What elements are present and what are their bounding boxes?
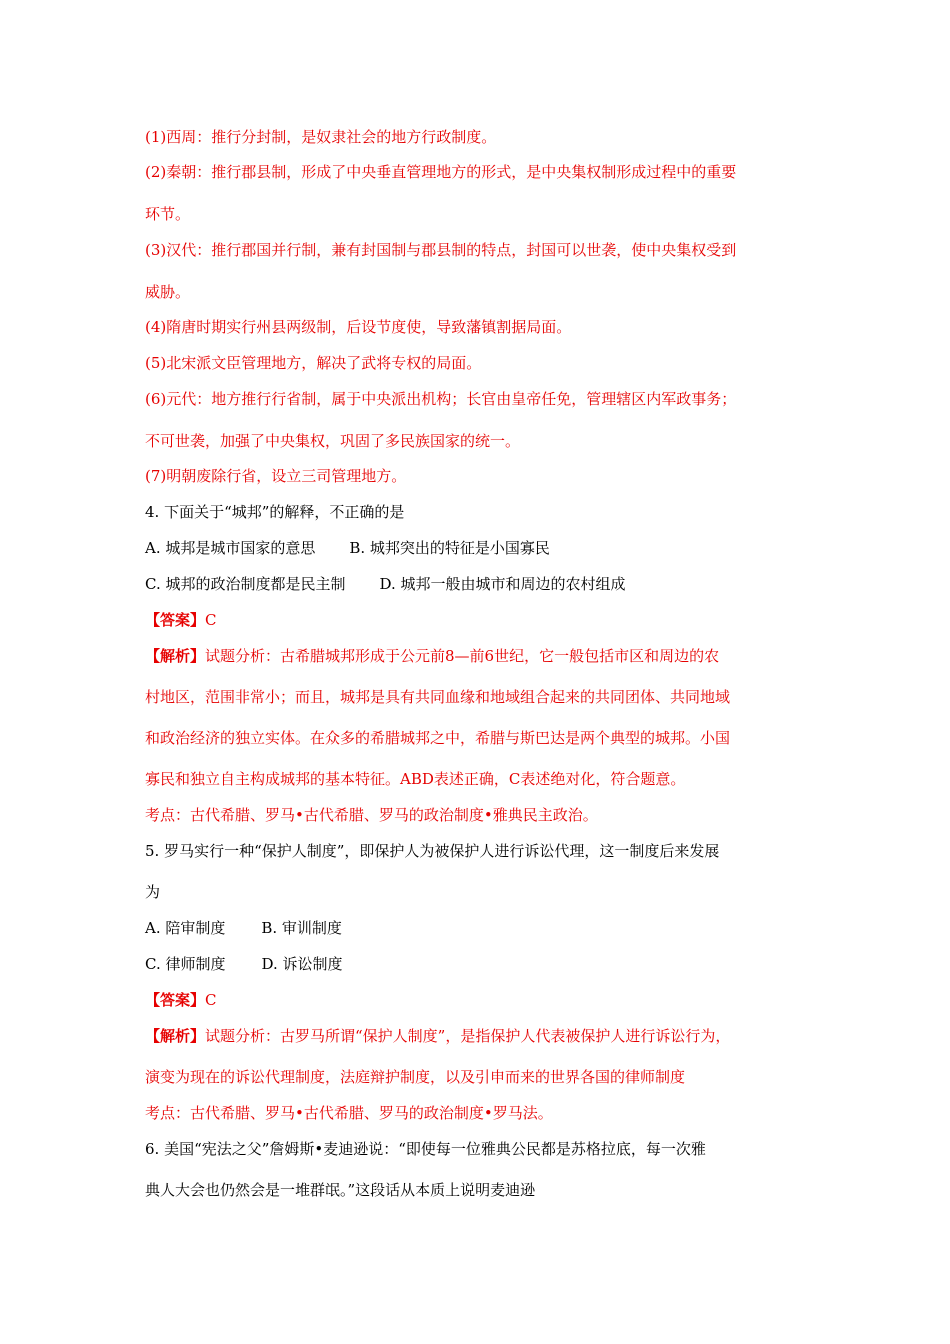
- sui-tang-line: (4)隋唐时期实行州县两级制，后设节度使，导致藩镇割据局面。: [145, 318, 572, 336]
- analysis-tag: 【解析】: [145, 1027, 206, 1045]
- answer-value: C: [205, 991, 217, 1009]
- option-a: A. 城邦是城市国家的意思: [145, 539, 316, 557]
- question-4-options-cd: [145, 574, 626, 594]
- answer-tag: 【答案】: [145, 611, 206, 629]
- option-c: C. 城邦的政治制度都是民主制: [145, 575, 346, 593]
- question-5-stem: 5. 罗马实行一种“保护人制度”，即保护人为被保护人进行诉讼代理，这一制度后来发展: [145, 842, 720, 860]
- yuan-line-cont: 不可世袭，加强了中央集权，巩固了多民族国家的统一。: [145, 432, 521, 450]
- western-zhou-line: (1)西周：推行分封制，是奴隶社会的地方行政制度。: [145, 128, 497, 146]
- option-d: D. 诉讼制度: [261, 955, 343, 973]
- option-b: B. 审训制度: [261, 919, 342, 937]
- question-5-kaodian: 考点：古代希腊、罗马•古代希腊、罗马的政治制度•罗马法。: [145, 1104, 553, 1122]
- option-a: A. 陪审制度: [145, 919, 226, 937]
- question-6-stem-cont: 典人大会也仍然会是一堆群氓。”这段话从本质上说明麦迪逊: [145, 1181, 536, 1199]
- question-5-stem-cont: 为: [145, 883, 161, 901]
- qin-line: (2)秦朝：推行郡县制，形成了中央垂直管理地方的形式，是中央集权制形成过程中的重要: [145, 163, 737, 181]
- question-4-analysis-4: 寡民和独立自主构成城邦的基本特征。ABD表述正确，C表述绝对化，符合题意。: [145, 770, 686, 788]
- question-5-analysis-2: 演变为现在的诉讼代理制度，法庭辩护制度，以及引申而来的世界各国的律师制度: [145, 1068, 686, 1086]
- question-4-options-ab: [145, 538, 550, 558]
- answer-tag: 【答案】: [145, 991, 206, 1009]
- han-line: (3)汉代：推行郡国并行制，兼有封国制与郡县制的特点，封国可以世袭，使中央集权受到: [145, 241, 737, 259]
- question-5-options-cd: [145, 954, 343, 974]
- question-4-analysis-1: 【解析】试题分析：古希腊城邦形成于公元前8—前6世纪，它一般包括市区和周边的农: [145, 647, 720, 665]
- song-line: (5)北宋派文臣管理地方，解决了武将专权的局面。: [145, 354, 482, 372]
- question-4-kaodian: 考点：古代希腊、罗马•古代希腊、罗马的政治制度•雅典民主政治。: [145, 806, 598, 824]
- han-line-cont: 威胁。: [145, 283, 191, 301]
- question-4-analysis-2: 村地区，范围非常小；而且，城邦是具有共同血缘和地域组合起来的共同团体、共同地域: [145, 688, 731, 706]
- question-5-analysis-1: 【解析】试题分析：古罗马所谓“保护人制度”，是指保护人代表被保护人进行诉讼行为，: [145, 1027, 731, 1045]
- question-5-options-ab: [145, 918, 342, 938]
- yuan-line: (6)元代：地方推行行省制，属于中央派出机构；长官由皇帝任免，管理辖区内军政事务；: [145, 390, 737, 408]
- qin-line-cont: 环节。: [145, 205, 191, 223]
- question-4-stem: 4. 下面关于“城邦”的解释，不正确的是: [145, 503, 405, 521]
- option-b: B. 城邦突出的特征是小国寡民: [349, 539, 550, 557]
- analysis-tag: 【解析】: [145, 647, 206, 665]
- question-4-answer: [145, 610, 217, 630]
- question-4-analysis-3: 和政治经济的独立实体。在众多的希腊城邦之中，希腊与斯巴达是两个典型的城邦。小国: [145, 729, 731, 747]
- answer-value: C: [205, 611, 217, 629]
- question-6-stem: 6. 美国“宪法之父”詹姆斯•麦迪逊说：“即使每一位雅典公民都是苏格拉底，每一次雅: [145, 1140, 706, 1158]
- option-d: D. 城邦一般由城市和周边的农村组成: [379, 575, 626, 593]
- question-5-answer: [145, 990, 217, 1010]
- option-c: C. 律师制度: [145, 955, 226, 973]
- ming-line: (7)明朝废除行省，设立三司管理地方。: [145, 467, 407, 485]
